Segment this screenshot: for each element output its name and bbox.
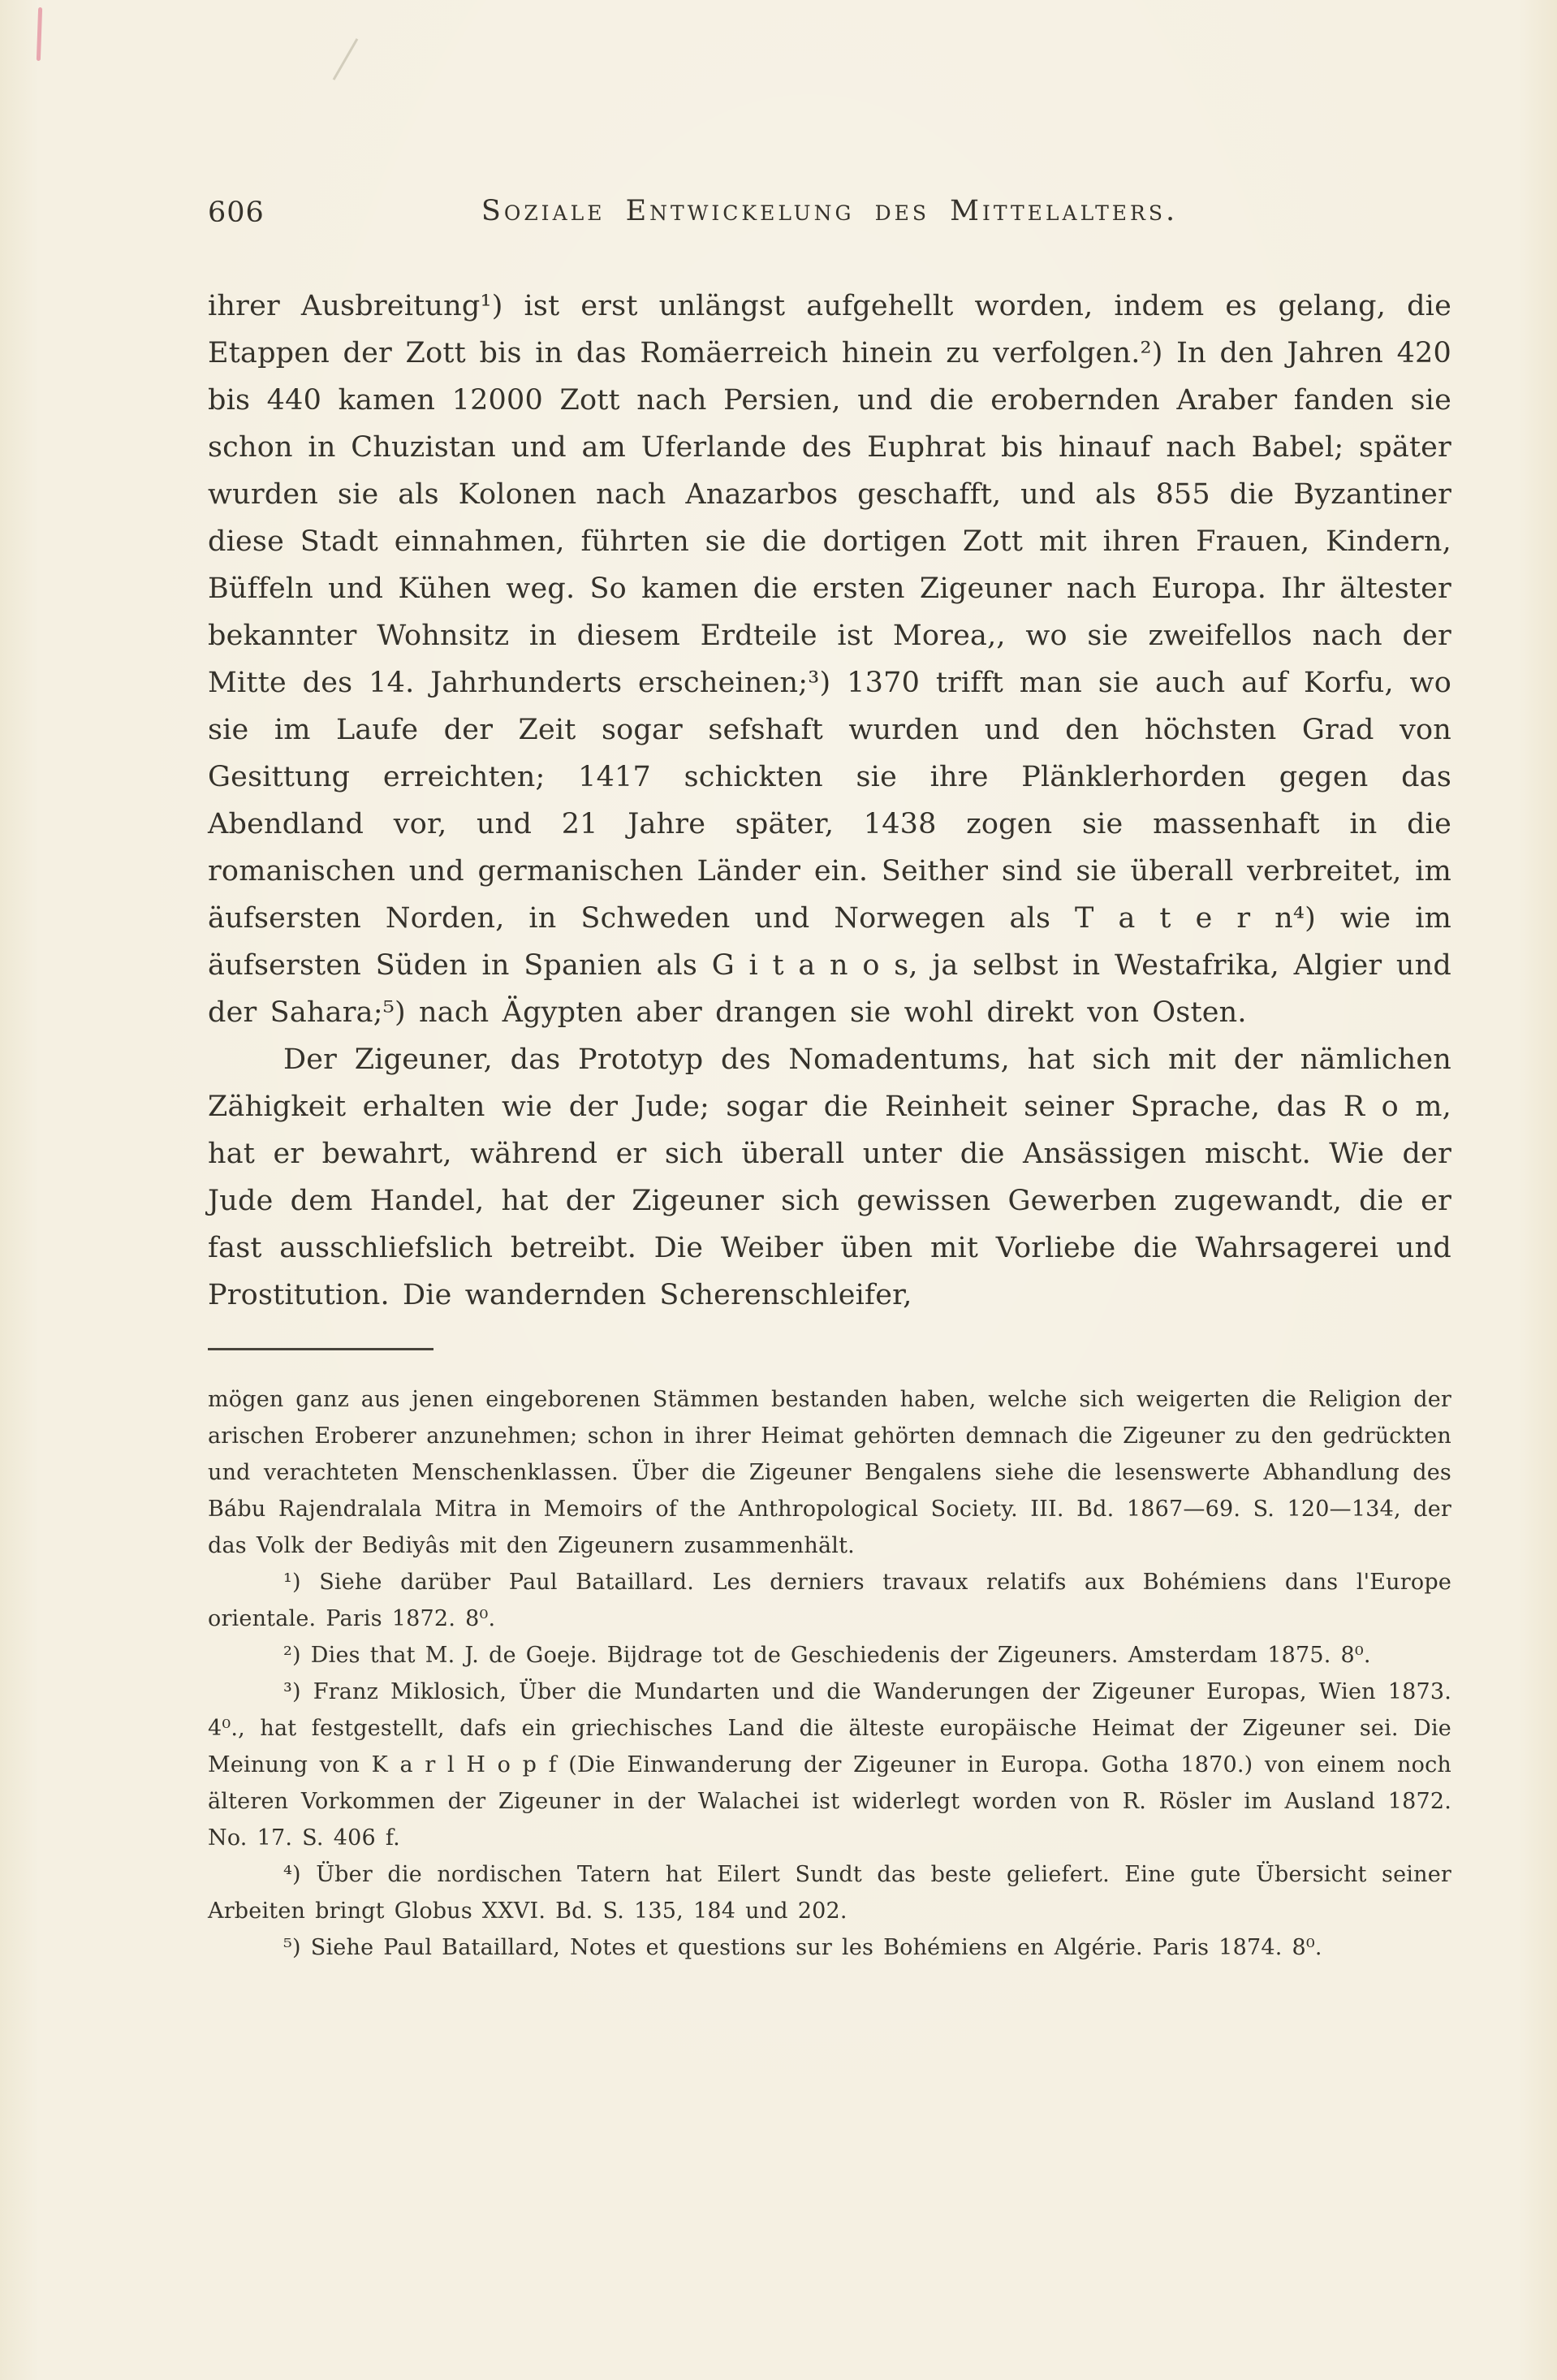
footnote-separator [208,1348,433,1350]
footnote-1: ¹) Siehe darüber Paul Bataillard. Les derniers travaux relatifs aux Bohémiens dans l'Europe orientale. Paris 1872. 8⁰. [208,1570,1451,1631]
page-header [208,195,1451,232]
footnote-5: ⁵) Siehe Paul Bataillard, Notes et questions sur les Bohémiens en Algérie. Paris 1874. 8⁰. [283,1935,1322,1960]
footnotes-section [208,1381,1451,1966]
paragraph-continuation: ihrer Ausbreitung¹) ist erst unlängst aufgehellt worden, indem es gelang, die Etappen der Zott bis in das Romäerreich hinein zu verfolgen.²) In den Jahren 420 bis 440 kamen 12000 Zott nach Persien, und die erobernden Araber fanden sie schon in Chuzistan und am Uferlande des Euphrat bis hinauf nach Babel; später wurden sie als Kolonen nach Anazarbos geschafft, und als 855 die Byzantiner diese Stadt einnahmen, führten sie die dortigen Zott mit ihren Frauen, Kindern, Büffeln und Kühen weg. So kamen die ersten Zigeuner nach Europa. Ihr ältester bekannter Wohnsitz in diesem Erdteile ist Morea,, wo sie zweifellos nach der Mitte des 14. Jahrhunderts erscheinen;³) 1370 trifft man sie auch auf Korfu, wo sie im Laufe der Zeit sogar sefshaft wurden und den höchsten Grad von Gesittung erreichten; 1417 schickten sie ihre Plänklerhorden gegen das Abendland vor, und 21 Jahre später, 1438 zogen sie massenhaft in die romanischen und germanischen Länder ein. Seither sind sie überall verbreitet, im äufsersten Norden, in Schweden und Norwegen als T a t e r n⁴) wie im äufsersten Süden in Spanien als G i t a n o s, ja selbst in Westafrika, Algier und der Sahara;⁵) nach Ägypten aber drangen sie wohl direkt von Osten. [208,290,1451,1029]
running-header: Soziale Entwickelung des Mittelalters. [481,195,1179,227]
page-number: 606 [208,197,265,229]
paragraph-der-zigeuner: Der Zigeuner, das Prototyp des Nomadentums, hat sich mit der nämlichen Zähigkeit erhalten wie der Jude; sogar die Reinheit seiner Sprache, das R o m, hat er bewahrt, während er sich überall unter die Ansässigen mischt. Wie der Jude dem Handel, hat der Zigeuner sich gewissen Gewerben zugewandt, die er fast ausschliefslich betreibt. Die Weiber üben mit Vorliebe die Wahrsagerei und Prostitution. Die wandernden Scherenschleifer, [208,1043,1451,1311]
scan-artifact-pink-mark [37,7,42,61]
footnote-2: ²) Dies that M. J. de Goeje. Bijdrage tot de Geschiedenis der Zigeuners. Amsterdam 1875. 8⁰. [283,1643,1371,1668]
footnote-3: ³) Franz Miklosich, Über die Mundarten und die Wanderungen der Zigeuner Europas, Wien 1873. 4⁰., hat festgestellt, dafs ein griechisches Land die älteste europäische Heimat der Zigeuner sei. Die Meinung von K a r l H o p f (Die Einwanderung der Zigeuner in Europa. Gotha 1870.) von einem noch älteren Vorkommen der Zigeuner in der Walachei ist widerlegt worden von R. Rösler im Ausland 1872. No. 17. S. 406 f. [208,1679,1451,1851]
scan-artifact-diagonal-line [333,38,359,80]
page-content [208,195,1451,1966]
footnote-4: ⁴) Über die nordischen Tatern hat Eilert Sundt das beste geliefert. Eine gute Übersicht seiner Arbeiten bringt Globus XXVI. Bd. S. 135, 184 und 202. [208,1862,1451,1924]
footnote-continuation: mögen ganz aus jenen eingeborenen Stämmen bestanden haben, welche sich weigerten die Religion der arischen Eroberer anzunehmen; schon in ihrer Heimat gehörten demnach die Zigeuner zu den gedrückten und verachteten Menschenklassen. Über die Zigeuner Bengalens siehe die lesenswerte Abhandlung des Bábu Rajendralala Mitra in Memoirs of the Anthropological Society. III. Bd. 1867—69. S. 120—134, der das Volk der Bediyâs mit den Zigeunern zusammenhält. [208,1387,1451,1558]
body-text [208,283,1451,1319]
